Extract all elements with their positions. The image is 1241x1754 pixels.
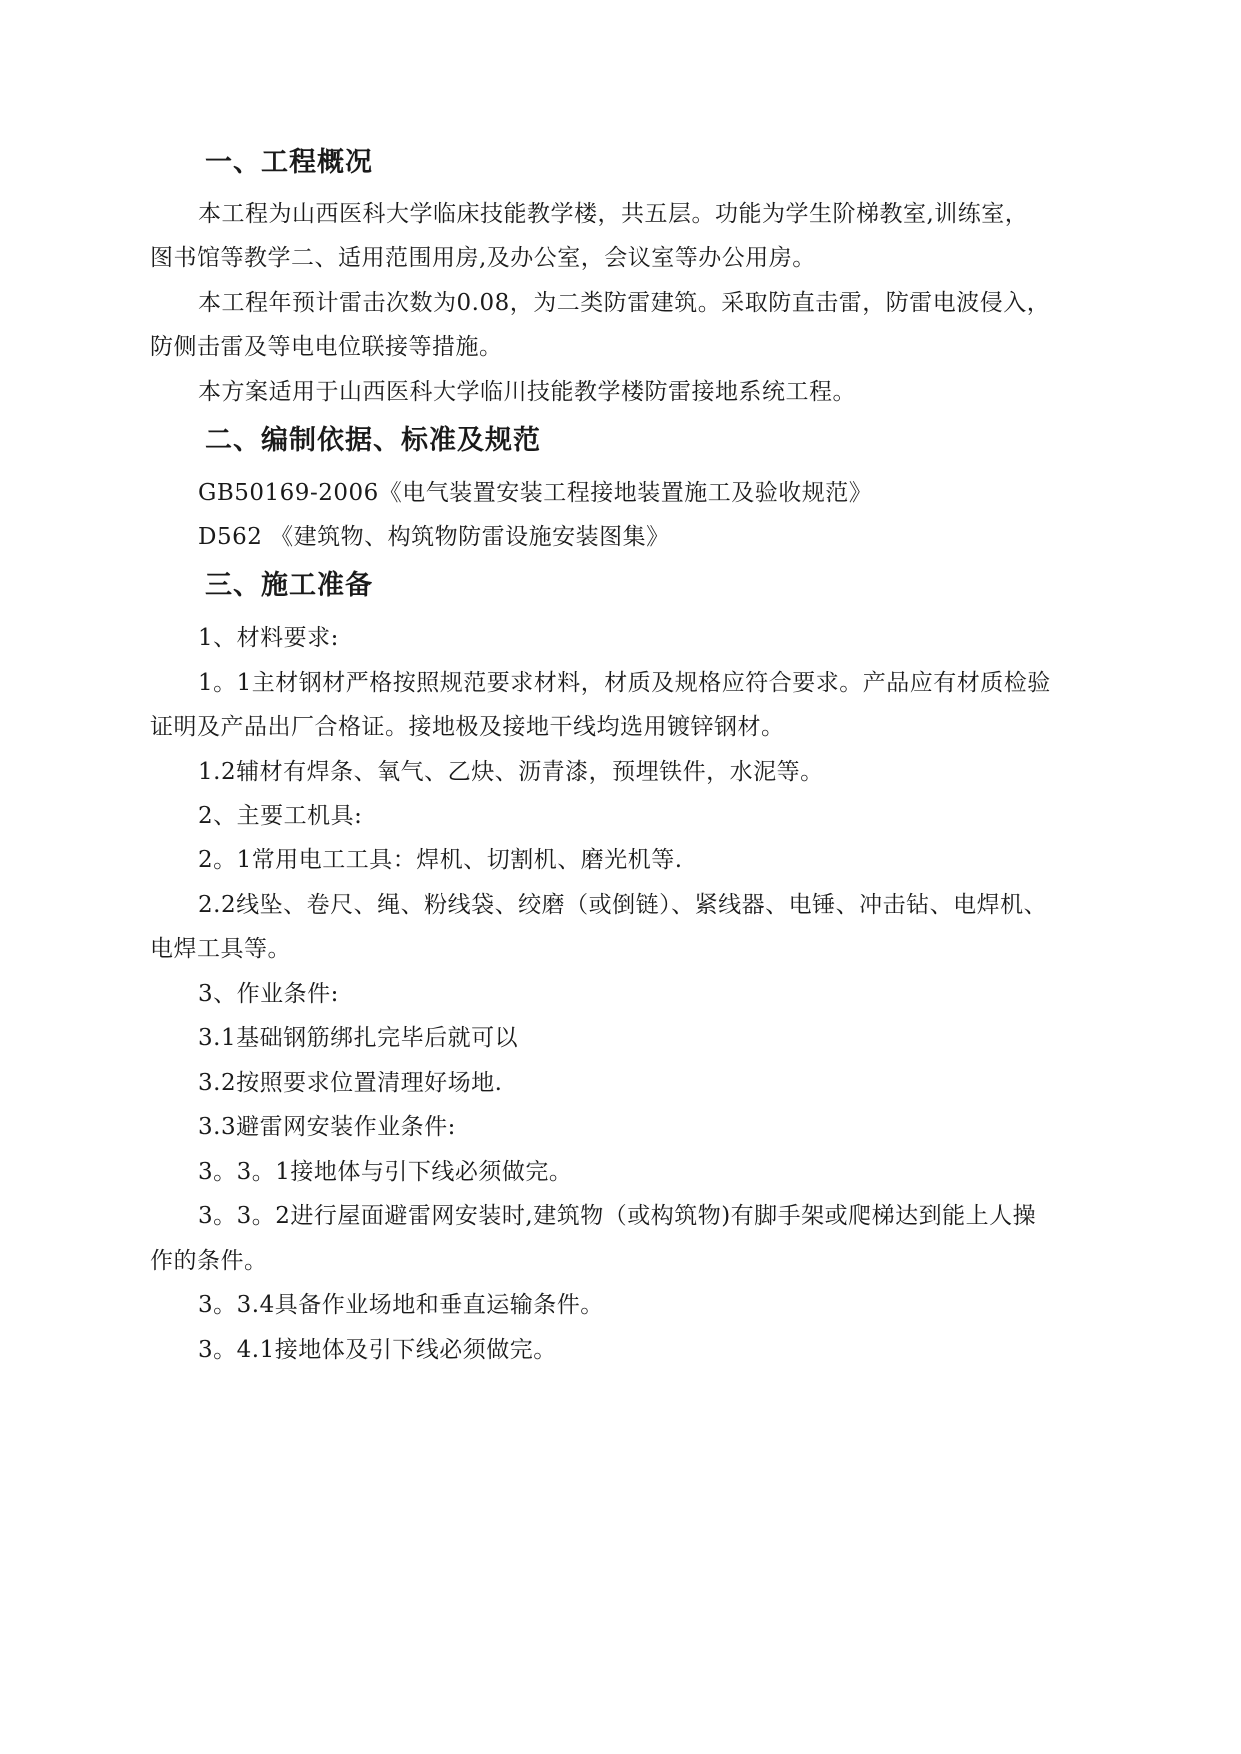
paragraph-line: GB50169-2006《电气装置安装工程接地装置施工及验收规范》	[198, 480, 873, 506]
paragraph-line: 3.2按照要求位置清理好场地.	[198, 1070, 503, 1096]
paragraph-line: 2。1常用电工工具：焊机、切割机、磨光机等.	[198, 847, 683, 873]
paragraph-line: 1。1主材钢材严格按照规范要求材料，材质及规格应符合要求。产品应有材质检验	[198, 670, 1051, 696]
paragraph-line: 本方案适用于山西医科大学临川技能教学楼防雷接地系统工程。	[198, 379, 856, 405]
section-heading-3: 三、施工准备	[205, 570, 373, 601]
paragraph-line: 3。3。2进行屋面避雷网安装时,建筑物（或构筑物)有脚手架或爬梯达到能上人操	[198, 1203, 1037, 1229]
paragraph-line: 2、主要工机具:	[198, 803, 363, 829]
section-heading-2: 二、编制依据、标准及规范	[205, 425, 541, 456]
paragraph-line: 证明及产品出厂合格证。接地极及接地干线均选用镀锌钢材。	[150, 714, 785, 740]
paragraph-line: 3、作业条件:	[198, 981, 339, 1007]
paragraph-line: 3.1基础钢筋绑扎完毕后就可以	[198, 1025, 519, 1051]
paragraph-line: 2.2线坠、卷尺、绳、粉线袋、绞磨（或倒链）、紧线器、电锤、冲击钻、电焊机、	[198, 892, 1048, 918]
paragraph-line: 3。3.4具备作业场地和垂直运输条件。	[198, 1292, 604, 1318]
paragraph-line: 3.3避雷网安装作业条件:	[198, 1114, 456, 1140]
paragraph-line: 3。4.1接地体及引下线必须做完。	[198, 1337, 557, 1363]
paragraph-line: 1.2辅材有焊条、氧气、乙炔、沥青漆，预埋铁件，水泥等。	[198, 759, 824, 785]
paragraph-line: 电焊工具等。	[150, 936, 291, 962]
paragraph-line: 图书馆等教学二、适用范围用房,及办公室，会议室等办公用房。	[150, 245, 816, 271]
paragraph-line: 1、材料要求:	[198, 625, 339, 651]
paragraph-line: 3。3。1接地体与引下线必须做完。	[198, 1159, 573, 1185]
paragraph-line: 作的条件。	[150, 1248, 268, 1274]
paragraph-line: 防侧击雷及等电电位联接等措施。	[150, 334, 503, 360]
section-heading-1: 一、工程概况	[205, 147, 373, 178]
paragraph-line: D562 《建筑物、构筑物防雷设施安装图集》	[198, 524, 670, 550]
paragraph-line: 本工程为山西医科大学临床技能教学楼，共五层。功能为学生阶梯教室,训练室，	[198, 201, 1029, 227]
paragraph-line: 本工程年预计雷击次数为0.08，为二类防雷建筑。采取防直击雷，防雷电波侵入，	[198, 290, 1051, 316]
